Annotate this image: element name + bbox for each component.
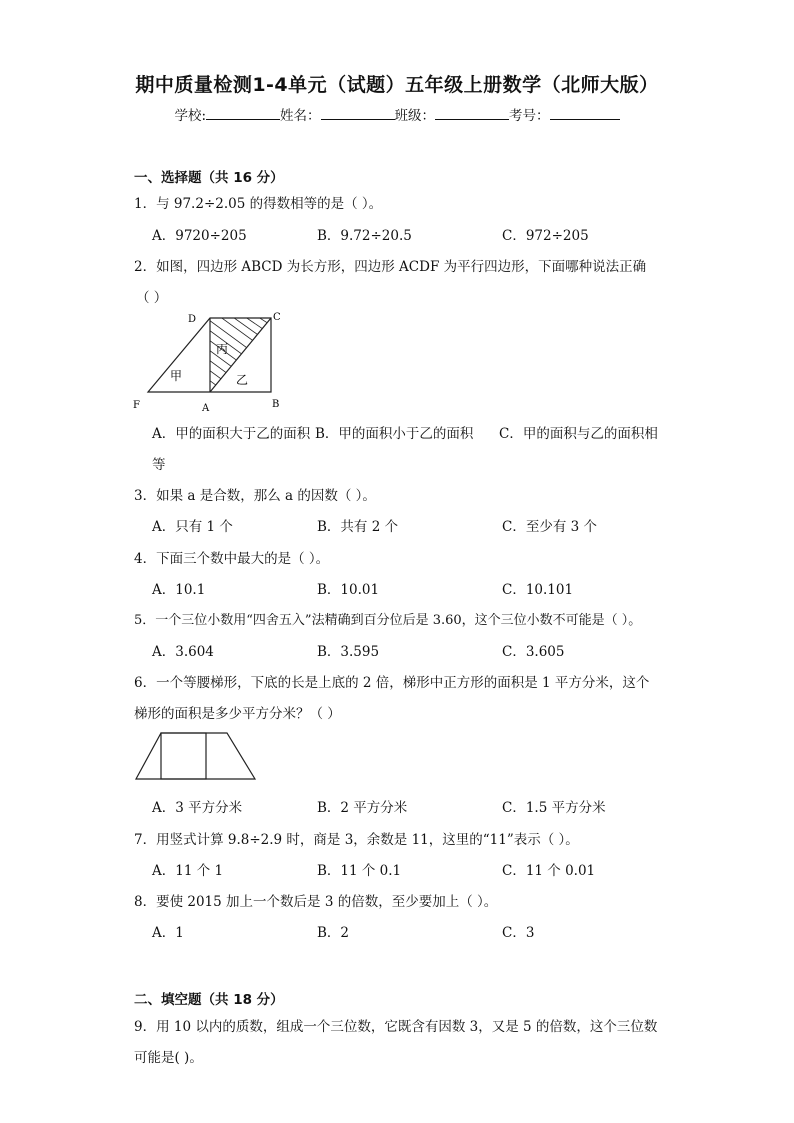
section-1-title: 一、选择题（共 16 分） bbox=[134, 170, 284, 186]
q2-option-b[interactable]: B．甲的面积小于乙的面积 bbox=[315, 426, 474, 442]
label-jia: 甲 bbox=[170, 369, 183, 383]
q4-option-b[interactable]: B．10.01 bbox=[317, 582, 380, 598]
q6-option-b[interactable]: B．2 平方分米 bbox=[317, 800, 408, 816]
question-2-paren: （ ） bbox=[136, 290, 168, 306]
label-yi: 乙 bbox=[236, 373, 249, 387]
label-f: F bbox=[133, 400, 140, 411]
q8-option-c[interactable]: C．3 bbox=[502, 925, 535, 941]
q5-option-b[interactable]: B．3.595 bbox=[317, 644, 380, 660]
q6-option-a[interactable]: A．3 平方分米 bbox=[152, 800, 243, 816]
q6-option-c[interactable]: C．1.5 平方分米 bbox=[502, 800, 606, 816]
q1-option-c[interactable]: C．972÷205 bbox=[502, 228, 589, 244]
name-blank[interactable] bbox=[321, 105, 395, 120]
question-2: 2．如图，四边形 ABCD 为长方形，四边形 ACDF 为平行四边形，下面哪种说法正确 bbox=[134, 259, 647, 275]
class-blank[interactable] bbox=[435, 105, 509, 120]
q1-option-b[interactable]: B．9.72÷20.5 bbox=[317, 228, 412, 244]
label-bing: 丙 bbox=[216, 342, 229, 356]
q8-option-a[interactable]: A．1 bbox=[152, 925, 184, 941]
section-2-title: 二、填空题（共 18 分） bbox=[134, 992, 284, 1008]
school-blank[interactable] bbox=[206, 105, 280, 120]
q8-option-b[interactable]: B．2 bbox=[317, 925, 350, 941]
page-title: 期中质量检测1-4单元（试题）五年级上册数学（北师大版） bbox=[135, 74, 659, 96]
school-label: 学校: bbox=[174, 108, 207, 124]
q5-option-c[interactable]: C．3.605 bbox=[502, 644, 565, 660]
square-shape bbox=[161, 733, 206, 779]
question-4: 4．下面三个数中最大的是（ ）。 bbox=[134, 551, 330, 567]
question-9: 9．用 10 以内的质数，组成一个三位数，它既含有因数 3，又是 5 的倍数，这个三位数 bbox=[134, 1019, 658, 1035]
label-d: D bbox=[188, 314, 197, 325]
question-5: 5．一个三位小数用“四舍五入”法精确到百分位后是 3.60，这个三位小数不可能是（ ）。 bbox=[134, 613, 642, 628]
q4-option-c[interactable]: C．10.101 bbox=[502, 582, 574, 598]
question-1: 1．与 97.2÷2.05 的得数相等的是（ ）。 bbox=[134, 196, 383, 212]
question-3: 3．如果 a 是合数，那么 a 的因数（ ）。 bbox=[134, 488, 376, 504]
q7-option-b[interactable]: B．11 个 0.1 bbox=[317, 863, 402, 879]
number-label: 考号： bbox=[509, 108, 550, 124]
question-7: 7．用竖式计算 9.8÷2.9 时，商是 3，余数是 11，这里的“11”表示（ ）。 bbox=[134, 832, 579, 848]
question-8: 8．要使 2015 加上一个数后是 3 的倍数，至少要加上（ ）。 bbox=[134, 894, 498, 910]
q2-option-c-continued: 等 bbox=[152, 457, 166, 473]
class-label: 班级： bbox=[394, 108, 436, 124]
trapezoid-shape bbox=[136, 733, 255, 779]
question-6-line2: 梯形的面积是多少平方分米？（ ） bbox=[134, 706, 341, 722]
question-6: 6．一个等腰梯形，下底的长是上底的 2 倍，梯形中正方形的面积是 1 平方分米，这个 bbox=[134, 675, 650, 691]
q4-option-a[interactable]: A．10.1 bbox=[152, 582, 206, 598]
label-b: B bbox=[272, 399, 280, 410]
student-info-line bbox=[0, 104, 794, 124]
q2-option-a[interactable]: A．甲的面积大于乙的面积 bbox=[152, 426, 311, 442]
q3-option-c[interactable]: C．至少有 3 个 bbox=[502, 519, 598, 535]
label-c: C bbox=[273, 312, 281, 323]
q7-option-c[interactable]: C．11 个 0.01 bbox=[502, 863, 596, 879]
q5-option-a[interactable]: A．3.604 bbox=[152, 644, 214, 660]
q7-option-a[interactable]: A．11 个 1 bbox=[152, 863, 224, 879]
label-a: A bbox=[202, 403, 210, 414]
q3-option-b[interactable]: B．共有 2 个 bbox=[317, 519, 399, 535]
q6-trapezoid-figure bbox=[134, 730, 258, 782]
q3-option-a[interactable]: A．只有 1 个 bbox=[152, 519, 233, 535]
number-blank[interactable] bbox=[550, 105, 620, 120]
question-9-line2[interactable]: 可能是( )。 bbox=[134, 1050, 203, 1066]
q1-option-a[interactable]: A．9720÷205 bbox=[152, 228, 247, 244]
q2-figure bbox=[128, 308, 288, 416]
q2-option-c[interactable]: C．甲的面积与乙的面积相 bbox=[499, 426, 658, 442]
name-label: 姓名： bbox=[280, 108, 321, 124]
